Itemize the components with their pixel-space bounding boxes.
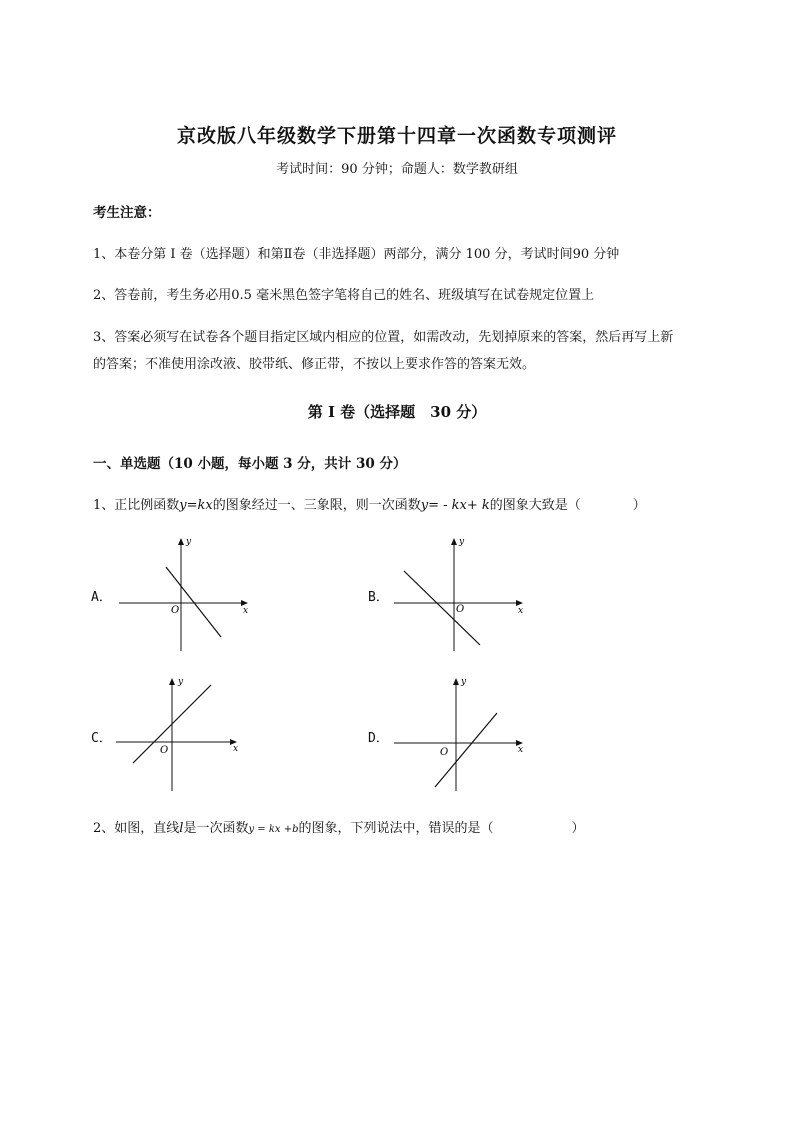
- section-title: 第 I 卷（选择题 30 分）: [307, 403, 487, 421]
- y-axis-label: y: [461, 677, 467, 687]
- option-b-label[interactable]: B．: [368, 590, 389, 605]
- notice-item-1: 1、本卷分第 I 卷（选择题）和第Ⅱ卷（非选择题）两部分，满分 100 分，考试时间90 分钟: [93, 247, 620, 262]
- origin-label: O: [456, 604, 465, 615]
- question-2: [93, 817, 585, 836]
- notice-item-3-cont: 的答案；不准使用涂改液、胶带纸、修正带，不按以上要求作答的答案无效。: [93, 357, 536, 372]
- graph-line: [166, 567, 221, 637]
- q2-var: l: [179, 821, 184, 836]
- notice-item-2: 2、答卷前，考生务必用0.5 毫米黑色签字笔将自己的姓名、班级填写在试卷规定位置上: [93, 288, 595, 303]
- option-d-label[interactable]: D．: [368, 731, 389, 746]
- exam-title: 京改版八年级数学下册第十四章一次函数专项测评: [176, 125, 617, 147]
- q2-formula: y = kx +b: [248, 824, 299, 835]
- x-axis-label: x: [243, 606, 249, 616]
- exam-subtitle: 考试时间：90 分钟；命题人：数学教研组: [276, 162, 518, 177]
- x-axis-label: x: [233, 744, 239, 754]
- graph-line: [404, 571, 480, 645]
- q1-formula-1: y=kx: [179, 498, 213, 513]
- notice-heading: 考生注意：: [93, 205, 161, 221]
- option-c-graph: [112, 675, 252, 797]
- x-axis-label: x: [518, 745, 524, 755]
- q2-middle: 是一次函数: [183, 821, 249, 836]
- option-a-graph: [115, 533, 255, 655]
- notice-item-3: 3、答案必须写在试卷各个题目指定区域内相应的位置，如需改动，先划掉原来的答案，然后再写上新: [93, 330, 674, 345]
- q1-prefix: 1、正比例函数: [93, 498, 180, 513]
- q1-middle: 的图象经过一、三象限，则一次函数: [212, 498, 421, 513]
- option-d-graph: [390, 675, 530, 797]
- q2-suffix: 的图象，下列说法中，错误的是（ ）: [298, 821, 585, 836]
- option-a-label[interactable]: A．: [91, 590, 112, 605]
- y-axis-label: y: [178, 677, 184, 687]
- y-axis-label: y: [186, 537, 192, 547]
- q1-formula-2: y= - kx+ k: [420, 498, 490, 513]
- x-axis-label: x: [518, 606, 524, 616]
- q2-prefix: 2、如图，直线: [93, 821, 180, 836]
- question-1: [93, 494, 646, 513]
- origin-label: O: [440, 747, 449, 758]
- origin-label: O: [171, 605, 180, 616]
- option-b-graph: [390, 533, 530, 655]
- part-heading: 一、单选题（10 小题，每小题 3 分，共计 30 分）: [93, 456, 407, 472]
- origin-label: O: [160, 745, 169, 756]
- q1-suffix: 的图象大致是（ ）: [489, 498, 646, 513]
- option-c-label[interactable]: C．: [91, 731, 112, 746]
- y-axis-label: y: [459, 537, 465, 547]
